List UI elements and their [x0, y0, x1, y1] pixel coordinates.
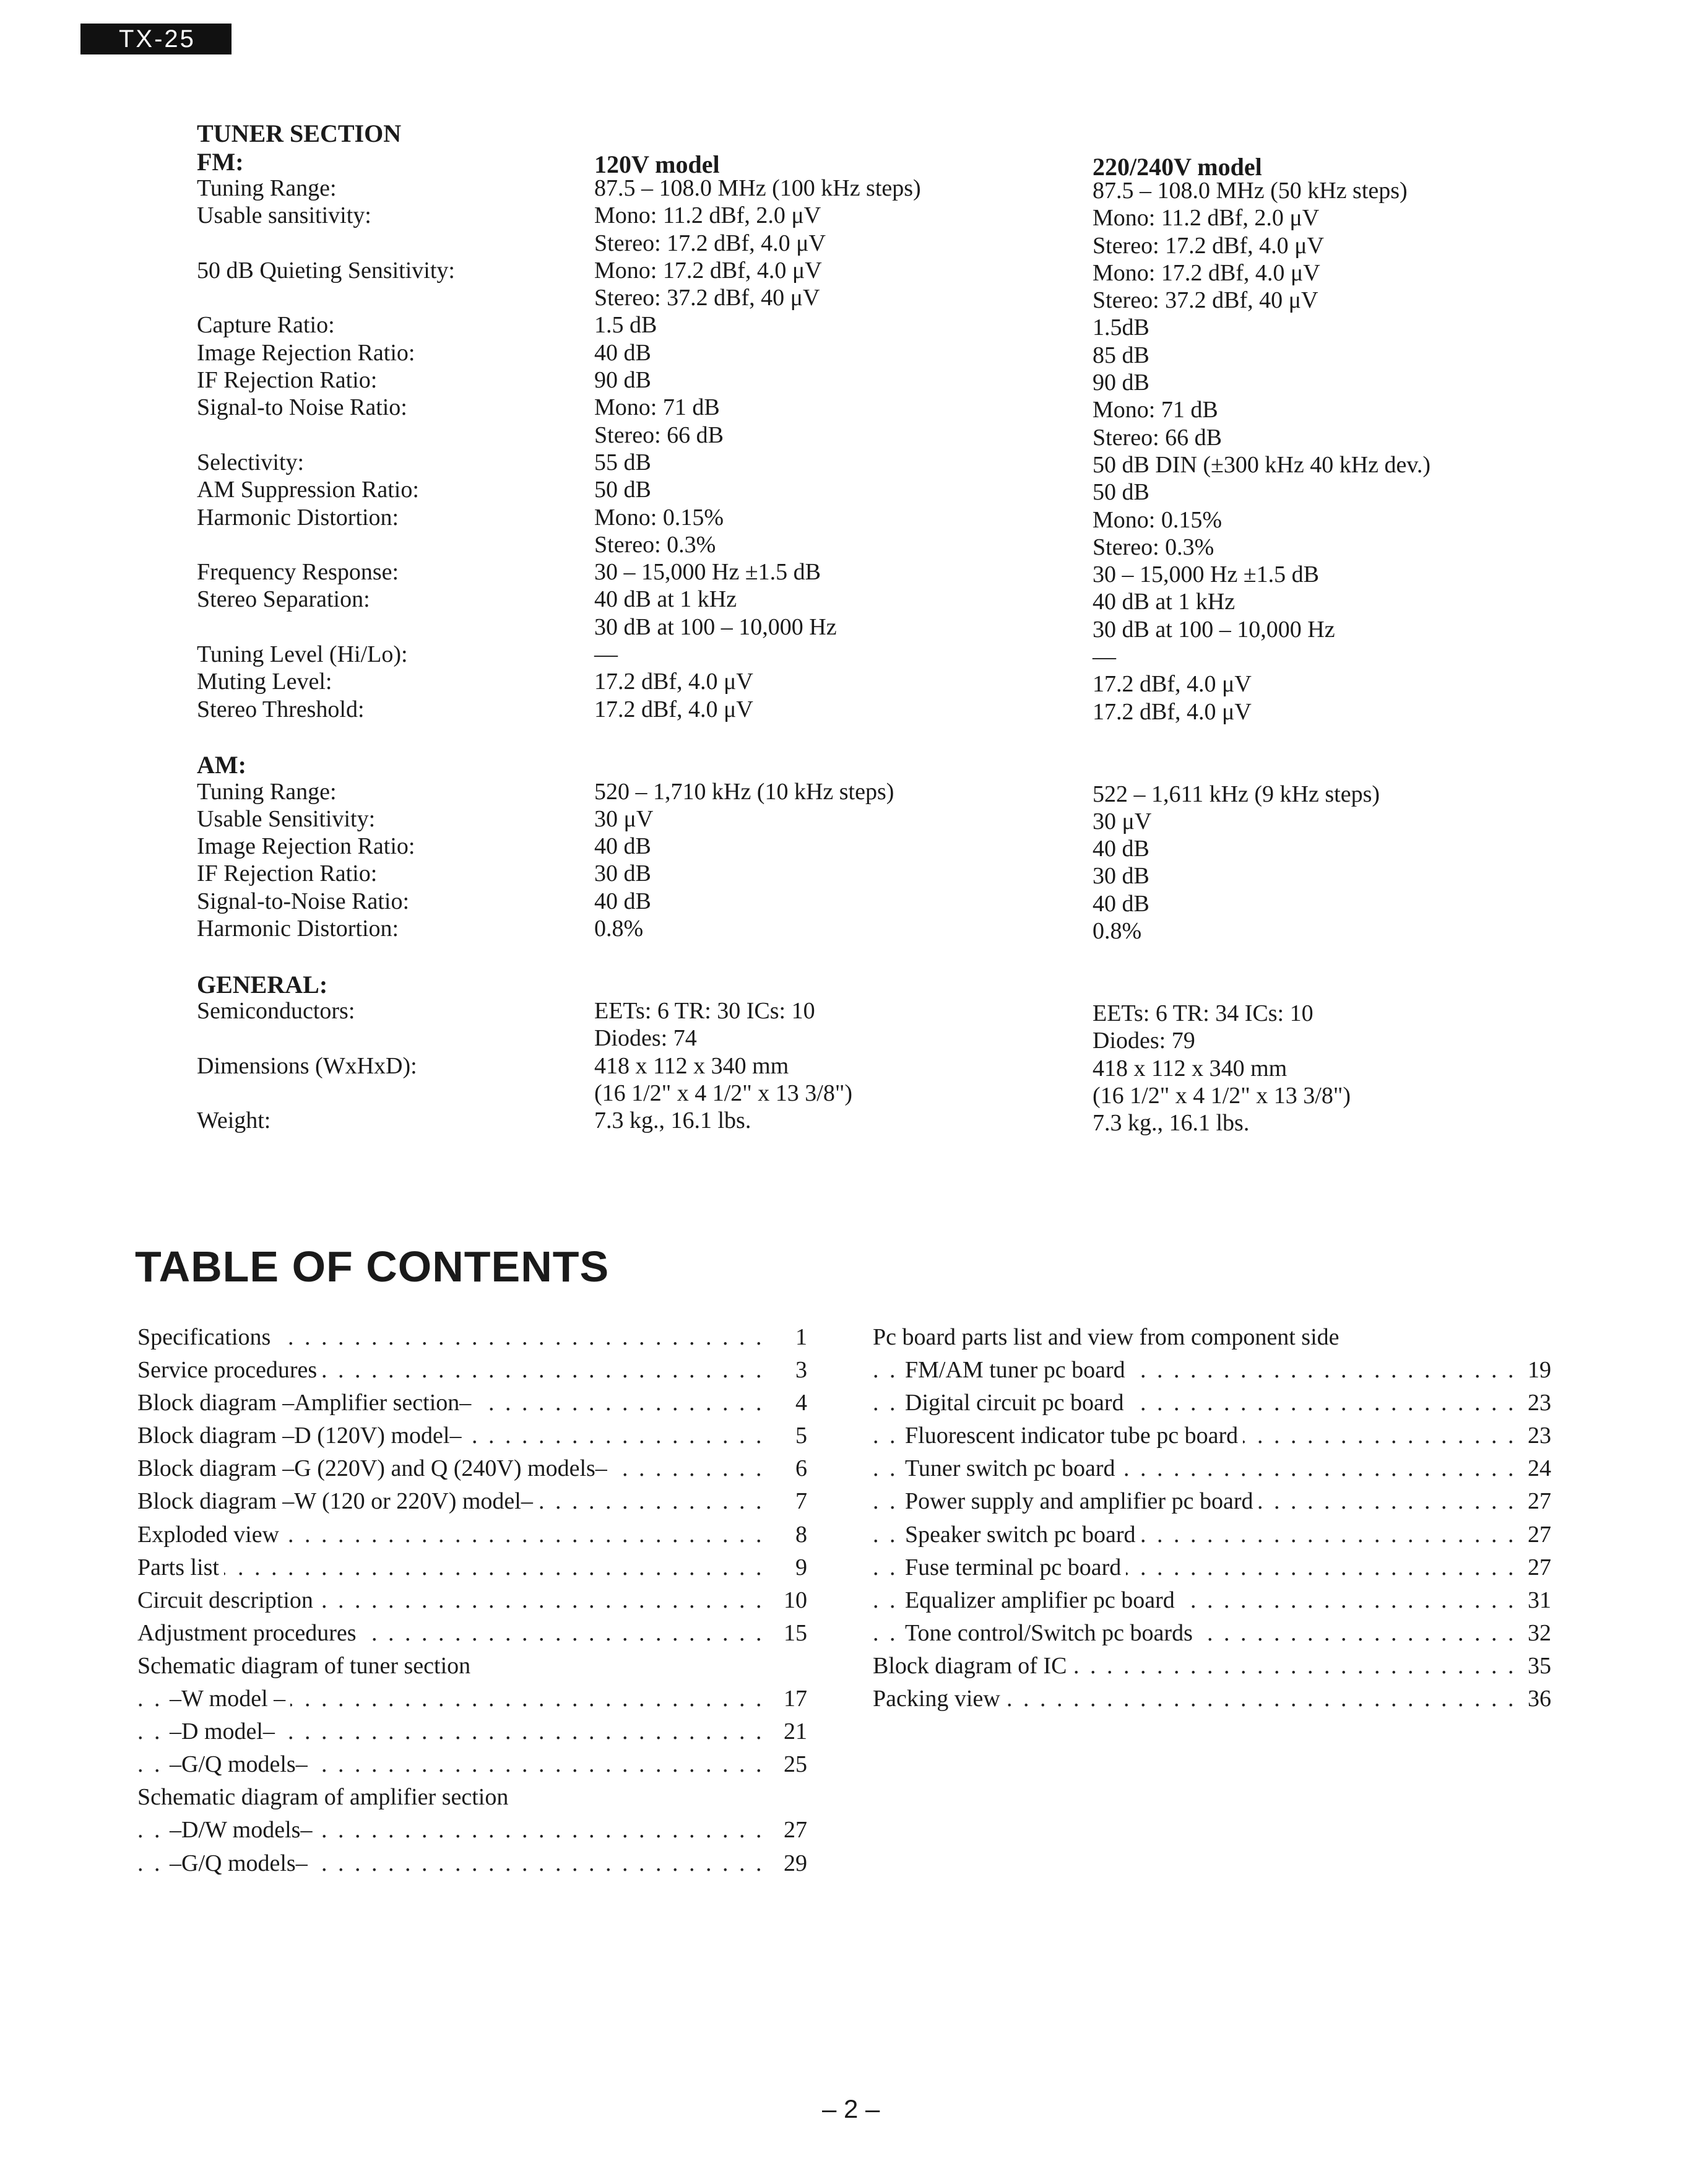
spec-row	[197, 860, 1528, 890]
toc-entry[interactable]	[873, 1619, 1551, 1652]
toc-entry[interactable]	[137, 1521, 807, 1554]
toc-entry[interactable]	[137, 1751, 807, 1783]
spec-label: IF Rejection Ratio:	[197, 367, 378, 394]
toc-entry-title: Power supply and amplifier pc board	[905, 1488, 1258, 1514]
spec-value-240v: 418 x 112 x 340 mm	[1093, 1055, 1288, 1081]
toc-entry[interactable]	[137, 1718, 807, 1751]
spec-label: Image Rejection Ratio:	[197, 833, 415, 860]
spec-value-120v: 90 dB	[594, 367, 651, 394]
spec-label: Stereo Separation:	[197, 586, 370, 613]
toc-entry-title: Parts list	[137, 1554, 224, 1580]
spec-value-240v: Stereo: 37.2 dBf, 40 μV	[1093, 287, 1318, 314]
toc-entry-title: Block diagram –D (120V) model–	[137, 1423, 466, 1449]
spec-value-120v: —	[594, 641, 618, 668]
spec-value-120v: Mono: 17.2 dBf, 4.0 μV	[594, 257, 822, 284]
toc-entry-page: 23	[1514, 1389, 1551, 1416]
spec-value-240v: EETs: 6 TR: 34 ICs: 10	[1093, 1000, 1314, 1026]
spec-label: Tuning Range:	[197, 778, 337, 805]
spec-value-240v: (16 1/2" x 4 1/2" x 13 3/8")	[1093, 1082, 1351, 1109]
section-title: TUNER SECTION	[197, 119, 402, 147]
spec-value-120v: (16 1/2" x 4 1/2" x 13 3/8")	[594, 1080, 853, 1106]
toc-entry[interactable]	[137, 1587, 807, 1619]
general-group-heading	[197, 970, 1528, 997]
spec-row	[197, 1080, 1528, 1107]
toc-entry[interactable]	[137, 1389, 807, 1422]
spec-label: Dimensions (WxHxD):	[197, 1052, 417, 1079]
spec-row	[197, 613, 1528, 641]
fm-heading-row	[197, 147, 1528, 181]
toc-entry-page: 25	[770, 1751, 807, 1778]
toc-entry[interactable]	[137, 1685, 807, 1718]
toc-entry-title: Packing view	[873, 1686, 1005, 1712]
am-group-title: AM:	[197, 751, 246, 779]
toc-entry-page: 3	[770, 1356, 807, 1384]
toc-entry-title: Schematic diagram of tuner section	[137, 1653, 475, 1679]
spacer	[197, 723, 1528, 750]
spec-label: Capture Ratio:	[197, 312, 335, 339]
spec-label: Image Rejection Ratio:	[197, 339, 415, 366]
spec-label: Signal-to-Noise Ratio:	[197, 888, 410, 914]
spec-value-240v: 90 dB	[1093, 370, 1149, 396]
spec-row	[197, 641, 1528, 668]
spec-row	[197, 915, 1528, 945]
fm-group-title: FM:	[197, 148, 244, 176]
column-title-240v: 220/240V model	[1093, 153, 1262, 181]
spec-value-120v: EETs: 6 TR: 30 ICs: 10	[594, 997, 815, 1024]
spec-value-240v: 30 – 15,000 Hz ±1.5 dB	[1093, 561, 1320, 588]
spec-value-120v: 418 x 112 x 340 mm	[594, 1052, 789, 1079]
toc-entry-title: Tone control/Switch pc boards	[905, 1620, 1198, 1646]
toc-entry-page: 32	[1514, 1619, 1551, 1647]
spec-row	[197, 1052, 1528, 1080]
toc-entry-title: Equalizer amplifier pc board	[905, 1587, 1180, 1613]
toc-entry-page: 27	[1514, 1554, 1551, 1581]
spec-value-120v: Diodes: 74	[594, 1025, 697, 1052]
spec-row	[197, 668, 1528, 698]
am-group-heading	[197, 750, 1528, 778]
spec-row	[197, 997, 1528, 1025]
spec-value-240v: Stereo: 0.3%	[1093, 534, 1214, 560]
spec-label: Stereo Threshold:	[197, 696, 365, 722]
spec-row	[197, 422, 1528, 449]
spec-row	[197, 366, 1528, 394]
spec-row	[197, 778, 1528, 805]
spec-value-120v: 40 dB	[594, 833, 651, 860]
toc-entry[interactable]	[137, 1816, 807, 1849]
spec-value-240v: 17.2 dBf, 4.0 μV	[1093, 671, 1252, 698]
toc-entry-page: 9	[770, 1554, 807, 1581]
toc-entry-page: 6	[770, 1455, 807, 1482]
spec-value-120v: 40 dB at 1 kHz	[594, 586, 737, 613]
spec-value-120v: 0.8%	[594, 916, 644, 942]
spec-label: Weight:	[197, 1107, 271, 1134]
spec-row	[197, 339, 1528, 366]
spec-value-240v: Mono: 71 dB	[1093, 397, 1218, 423]
spec-label: Usable Sensitivity:	[197, 805, 376, 832]
toc-entry[interactable]	[137, 1850, 807, 1883]
toc-entry-page: 17	[770, 1685, 807, 1712]
general-group-title: GENERAL:	[197, 970, 328, 999]
spec-value-120v: Stereo: 17.2 dBf, 4.0 μV	[594, 230, 826, 256]
spec-value-240v: Diodes: 79	[1093, 1028, 1195, 1054]
spec-row	[197, 311, 1528, 339]
spec-value-120v: Mono: 0.15%	[594, 504, 724, 531]
toc-entry[interactable]	[137, 1422, 807, 1455]
spec-row	[197, 833, 1528, 860]
spec-label: Semiconductors:	[197, 997, 355, 1024]
am-spec-rows	[197, 778, 1528, 943]
spec-label: Harmonic Distortion:	[197, 916, 399, 942]
toc-entry-page: 27	[1514, 1521, 1551, 1548]
spec-row	[197, 504, 1528, 531]
toc-entry-title: Service procedures	[137, 1357, 322, 1383]
spec-label: Tuning Range:	[197, 175, 337, 201]
toc-entry[interactable]	[873, 1389, 1551, 1422]
toc-entry[interactable]	[137, 1554, 807, 1587]
toc-entry-title: FM/AM tuner pc board	[905, 1357, 1130, 1383]
spec-value-240v: 50 dB	[1093, 479, 1149, 506]
spec-value-120v: 40 dB	[594, 888, 651, 914]
spec-value-240v: 0.8%	[1093, 918, 1142, 945]
toc-entry[interactable]	[873, 1521, 1551, 1554]
spec-label: Signal-to Noise Ratio:	[197, 394, 407, 421]
spec-value-120v: 520 – 1,710 kHz (10 kHz steps)	[594, 778, 894, 805]
spec-value-120v: 30 μV	[594, 805, 654, 832]
spec-value-240v: 50 dB DIN (±300 kHz 40 kHz dev.)	[1093, 451, 1431, 478]
toc-entry-page: 21	[770, 1718, 807, 1745]
page-number: – 2 –	[822, 2094, 880, 2123]
toc-entry-page: 19	[1514, 1356, 1551, 1384]
spec-value-120v: 40 dB	[594, 339, 651, 366]
spec-label: Selectivity:	[197, 449, 305, 475]
spec-value-120v: 55 dB	[594, 449, 651, 475]
toc-entry-title: Digital circuit pc board	[905, 1390, 1129, 1416]
spec-value-120v: 1.5 dB	[594, 312, 657, 339]
spec-value-120v: 50 dB	[594, 477, 651, 503]
toc-entry[interactable]	[137, 1619, 807, 1652]
toc-entry[interactable]	[873, 1455, 1551, 1488]
spacer	[197, 942, 1528, 969]
toc-entry-page: 15	[770, 1619, 807, 1647]
spec-value-120v: Mono: 71 dB	[594, 394, 720, 421]
toc-entry[interactable]	[873, 1652, 1551, 1685]
toc-entry[interactable]	[873, 1324, 1551, 1356]
toc-entry-page: 31	[1514, 1587, 1551, 1614]
toc-entry[interactable]	[873, 1685, 1551, 1718]
spec-value-120v: 30 dB	[594, 860, 651, 887]
spec-value-240v: Stereo: 66 dB	[1093, 424, 1222, 451]
toc-entry-page: 29	[770, 1850, 807, 1877]
toc-entry-title: Pc board parts list and view from component side	[873, 1324, 1344, 1350]
toc-entry-page: 7	[770, 1488, 807, 1515]
toc-entry-page: 27	[770, 1816, 807, 1844]
toc-entry[interactable]	[137, 1652, 807, 1685]
toc-entry-title: Circuit description	[137, 1587, 318, 1613]
spec-row	[197, 284, 1528, 314]
spec-label: Harmonic Distortion:	[197, 504, 399, 531]
spec-label: IF Rejection Ratio:	[197, 860, 378, 887]
tuner-section-heading	[197, 119, 1528, 146]
toc-entry-page: 23	[1514, 1422, 1551, 1449]
toc-entry[interactable]	[873, 1356, 1551, 1389]
spec-value-120v: 7.3 kg., 16.1 lbs.	[594, 1107, 751, 1134]
spec-value-240v: 87.5 – 108.0 MHz (50 kHz steps)	[1093, 178, 1408, 204]
spec-row	[197, 1025, 1528, 1052]
spec-value-240v: 7.3 kg., 16.1 lbs.	[1093, 1110, 1250, 1137]
toc-entry[interactable]	[137, 1356, 807, 1389]
toc-entry-page: 10	[770, 1587, 807, 1614]
toc-entry-title: Block diagram –W (120 or 220V) model–	[137, 1488, 538, 1514]
spec-label: Usable sansitivity:	[197, 202, 371, 229]
spec-row	[197, 696, 1528, 723]
toc-entry[interactable]	[137, 1488, 807, 1520]
spec-value-240v: 40 dB at 1 kHz	[1093, 589, 1236, 615]
toc-entry-title: –D/W models–	[170, 1817, 317, 1843]
spec-row	[197, 394, 1528, 421]
toc-entry-title: Tuner switch pc board	[905, 1455, 1120, 1481]
toc-entry-page: 24	[1514, 1455, 1551, 1482]
spec-row	[197, 257, 1528, 284]
spec-row	[197, 586, 1528, 613]
spec-value-240v: Mono: 17.2 dBf, 4.0 μV	[1093, 259, 1320, 286]
toc-entry[interactable]	[873, 1488, 1551, 1520]
column-title-120v: 120V model	[594, 150, 720, 178]
toc-right-column	[873, 1324, 1551, 1718]
toc-entry-page: 1	[770, 1324, 807, 1351]
spec-value-120v: 30 – 15,000 Hz ±1.5 dB	[594, 559, 821, 586]
spec-value-240v: 30 dB	[1093, 863, 1149, 890]
spec-row	[197, 531, 1528, 558]
toc-entry-title: Fluorescent indicator tube pc board	[905, 1423, 1243, 1449]
toc-entry-title: Exploded view	[137, 1522, 284, 1548]
toc-entry-title: Speaker switch pc board	[905, 1522, 1141, 1548]
spec-value-120v: 17.2 dBf, 4.0 μV	[594, 696, 753, 722]
spec-row	[197, 476, 1528, 506]
spec-value-120v: Stereo: 66 dB	[594, 422, 724, 448]
spec-row	[197, 1107, 1528, 1137]
toc-entry-title: Block diagram –G (220V) and Q (240V) models–	[137, 1455, 612, 1481]
toc-entry-title: –G/Q models–	[170, 1751, 313, 1777]
spec-label: AM Suppression Ratio:	[197, 477, 419, 503]
toc-entry[interactable]	[137, 1783, 807, 1816]
toc-entry-title: Schematic diagram of amplifier section	[137, 1784, 513, 1810]
toc-entry-page: 35	[1514, 1652, 1551, 1679]
spec-value-240v: Stereo: 17.2 dBf, 4.0 μV	[1093, 232, 1324, 259]
toc-entry-title: Adjustment procedures	[137, 1620, 361, 1646]
toc-title: TABLE OF CONTENTS	[135, 1242, 610, 1291]
fm-spec-rows	[197, 175, 1528, 723]
spec-value-240v: 17.2 dBf, 4.0 μV	[1093, 698, 1252, 725]
spec-row	[197, 558, 1528, 586]
spec-row	[197, 230, 1528, 257]
spec-label: 50 dB Quieting Sensitivity:	[197, 257, 455, 284]
spec-value-120v: Stereo: 0.3%	[594, 531, 716, 558]
spec-row	[197, 805, 1528, 833]
spec-value-120v: 17.2 dBf, 4.0 μV	[594, 669, 753, 695]
spec-value-120v: 87.5 – 108.0 MHz (100 kHz steps)	[594, 175, 921, 201]
general-spec-rows	[197, 997, 1528, 1137]
toc-entry[interactable]	[873, 1554, 1551, 1587]
toc-entry-title: Fuse terminal pc board	[905, 1554, 1126, 1580]
toc-entry[interactable]	[137, 1455, 807, 1488]
toc-entry[interactable]	[137, 1324, 807, 1356]
spec-value-240v: Mono: 11.2 dBf, 2.0 μV	[1093, 205, 1320, 232]
spec-label: Tuning Level (Hi/Lo):	[197, 641, 408, 668]
spec-row	[197, 202, 1528, 232]
spec-value-240v: Mono: 0.15%	[1093, 506, 1222, 533]
spec-value-240v: 30 dB at 100 – 10,000 Hz	[1093, 616, 1335, 643]
toc-entry[interactable]	[873, 1422, 1551, 1455]
spec-value-120v: 30 dB at 100 – 10,000 Hz	[594, 613, 837, 640]
specifications-table	[197, 119, 1528, 1137]
spec-label: Muting Level:	[197, 669, 332, 695]
toc-entry-title: –W model –	[170, 1686, 290, 1712]
model-tag: TX-25	[80, 24, 232, 54]
toc-entry-title: –D model–	[170, 1718, 280, 1744]
spec-label: Frequency Response:	[197, 559, 399, 586]
toc-entry-page: 5	[770, 1422, 807, 1449]
toc-entry-title: Block diagram –Amplifier section–	[137, 1390, 476, 1416]
toc-entry-page: 27	[1514, 1488, 1551, 1515]
toc-entry-title: –G/Q models–	[170, 1850, 313, 1876]
toc-left-column	[137, 1324, 807, 1883]
toc-entry-page: 4	[770, 1389, 807, 1416]
toc-entry-page: 36	[1514, 1685, 1551, 1712]
spec-value-120v: Mono: 11.2 dBf, 2.0 μV	[594, 202, 821, 229]
toc-entry-title: Specifications	[137, 1324, 275, 1350]
spec-value-240v: 40 dB	[1093, 890, 1149, 917]
spec-value-240v: —	[1093, 644, 1116, 670]
toc-entry-title: Block diagram of IC	[873, 1653, 1071, 1679]
toc-entry[interactable]	[873, 1587, 1551, 1619]
spec-row	[197, 175, 1528, 202]
spec-value-240v: 522 – 1,611 kHz (9 kHz steps)	[1093, 781, 1380, 807]
spec-value-120v: Stereo: 37.2 dBf, 40 μV	[594, 285, 820, 311]
toc-entry-page: 8	[770, 1521, 807, 1548]
spec-value-240v: 40 dB	[1093, 836, 1149, 862]
spec-value-240v: 85 dB	[1093, 342, 1149, 368]
spec-value-240v: 30 μV	[1093, 808, 1152, 834]
spec-row	[197, 888, 1528, 915]
spec-value-240v: 1.5dB	[1093, 314, 1149, 341]
spec-row	[197, 449, 1528, 476]
leader-dots	[137, 1554, 770, 1581]
